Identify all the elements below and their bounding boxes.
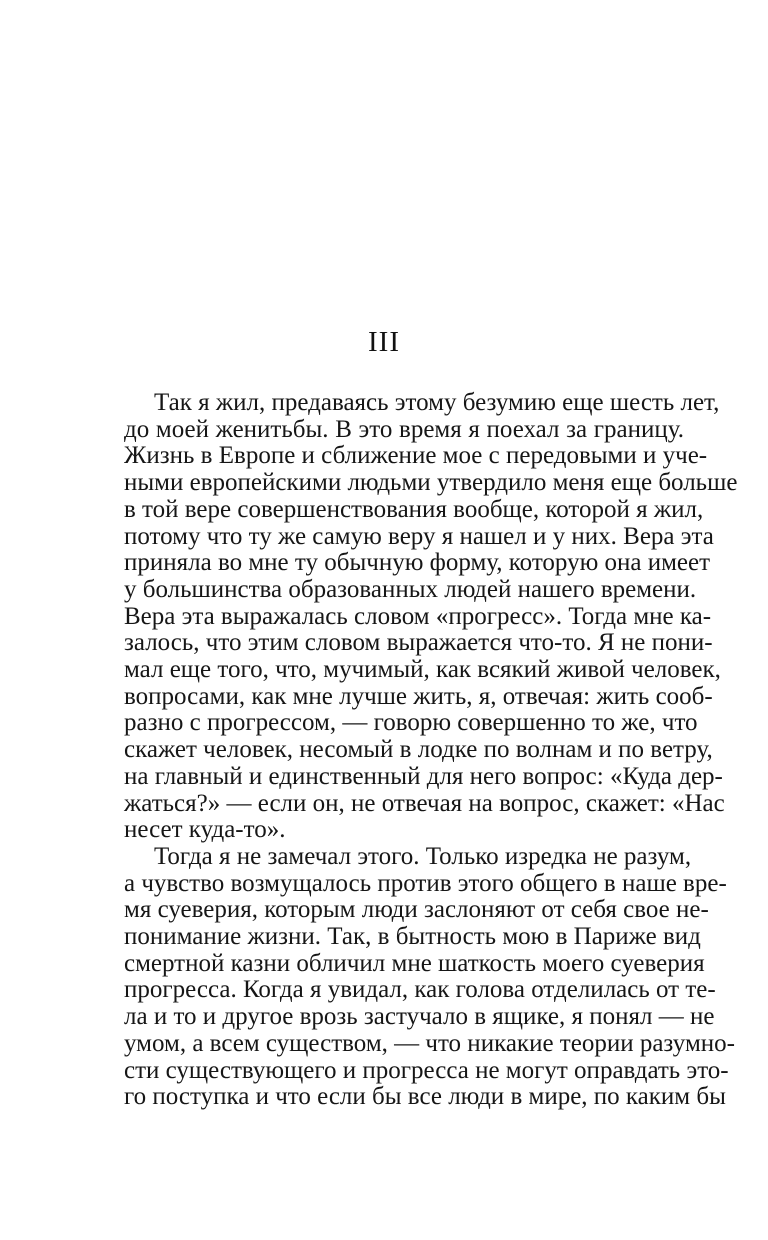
text-line: у большинства образованных людей нашего времени. <box>124 576 697 603</box>
text-line: прогресса. Когда я увидал, как голова отделилась от те- <box>124 976 716 1003</box>
text-line: несет куда-то». <box>124 816 286 843</box>
text-line: мя суеверия, которым люди заслоняют от себя свое не- <box>124 896 709 923</box>
text-line: на главный и единственный для него вопрос: «Куда дер- <box>124 763 723 790</box>
text-line: го поступка и что если бы все люди в мире, по каким бы <box>124 1083 726 1110</box>
text-line: умом, а всем существом, — что никакие теории разумно- <box>124 1030 735 1057</box>
text-line: а чувство возмущалось против этого общего в наше вре- <box>124 870 727 897</box>
text-line: разно с прогрессом, — говорю совершенно то же, что <box>124 709 698 736</box>
text-line: ными европейскими людьми утвердило меня еще больше <box>124 469 738 496</box>
text-line: понимание жизни. Так, в бытность мою в Париже вид <box>124 923 701 950</box>
text-line: залось, что этим словом выражается что-то. Я не пони- <box>124 629 713 656</box>
chapter-number: III <box>368 326 400 358</box>
text-line: в той вере совершенствования вообще, которой я жил, <box>124 496 704 523</box>
text-line: ла и то и другое врозь застучало в ящике, я понял — не <box>124 1003 715 1030</box>
text-line: мал еще того, что, мучимый, как всякий живой человек, <box>124 656 721 683</box>
text-line: скажет человек, несомый в лодке по волнам и по ветру, <box>124 736 713 763</box>
text-line: Жизнь в Европе и сближение мое с передовыми и уче- <box>124 442 708 469</box>
text-line: жаться?» — если он, не отвечая на вопрос, скажет: «Нас <box>124 790 725 817</box>
text-line: вопросами, как мне лучше жить, я, отвечая: жить сооб- <box>124 683 713 710</box>
text-line: приняла во мне ту обычную форму, которую она имеет <box>124 549 711 576</box>
text-line: сти существующего и прогресса не могут оправдать это- <box>124 1057 729 1084</box>
text-line: Так я жил, предаваясь этому безумию еще шесть лет, <box>154 389 720 416</box>
text-line: смертной казни обличил мне шаткость моего суеверия <box>124 950 705 977</box>
text-line: до моей женитьбы. В это время я поехал за границу. <box>124 416 684 443</box>
text-line: Вера эта выражалась словом «прогресс». Тогда мне ка- <box>124 603 712 630</box>
text-line: потому что ту же самую веру я нашел и у них. Вера эта <box>124 523 714 550</box>
text-line: Тогда я не замечал этого. Только изредка не разум, <box>154 843 692 870</box>
